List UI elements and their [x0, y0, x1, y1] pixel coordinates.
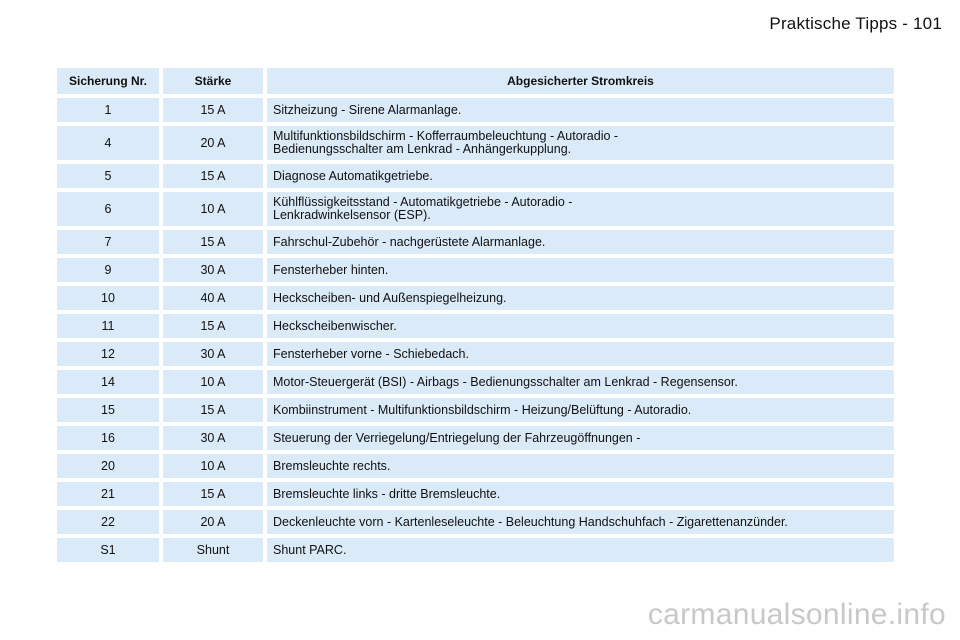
table-row: [57, 286, 894, 310]
fuse-number-cell: 10: [57, 286, 159, 310]
circuit-line: Bedienungsschalter am Lenkrad - Anhängerkupplung.: [273, 142, 572, 156]
table-row: [57, 398, 894, 422]
fuse-rating-cell: 10 A: [163, 192, 263, 226]
circuit-cell: [267, 370, 894, 394]
fuse-rating-cell: 10 A: [163, 370, 263, 394]
circuit-line: Heckscheibenwischer.: [273, 319, 397, 333]
fuse-rating-cell: 15 A: [163, 230, 263, 254]
circuit-line: Bremsleuchte rechts.: [273, 459, 391, 473]
fuse-number-cell: 14: [57, 370, 159, 394]
fuse-rating-cell: 15 A: [163, 398, 263, 422]
circuit-cell: [267, 230, 894, 254]
circuit-line: Shunt PARC.: [273, 543, 347, 557]
circuit-line: Sitzheizung - Sirene Alarmanlage.: [273, 103, 462, 117]
fuse-rating-cell: 40 A: [163, 286, 263, 310]
circuit-cell: [267, 510, 894, 534]
column-header-circuit: Abgesicherter Stromkreis: [267, 68, 894, 94]
circuit-line: Heckscheiben- und Außenspiegelheizung.: [273, 291, 507, 305]
fuse-rating-cell: 30 A: [163, 258, 263, 282]
table-row: [57, 230, 894, 254]
circuit-cell: [267, 258, 894, 282]
fuse-table: [53, 64, 898, 566]
fuse-rating-cell: 30 A: [163, 426, 263, 450]
watermark: carmanualsonline.info: [647, 598, 946, 631]
circuit-line: Fahrschul-Zubehör - nachgerüstete Alarmanlage.: [273, 235, 546, 249]
circuit-line: Steuerung der Verriegelung/Entriegelung der Fahrzeugöffnungen -: [273, 431, 641, 445]
table-body: [57, 98, 894, 562]
table-row: [57, 538, 894, 562]
fuse-number-cell: 20: [57, 454, 159, 478]
circuit-cell: [267, 426, 894, 450]
fuse-rating-cell: 15 A: [163, 314, 263, 338]
circuit-line: Multifunktionsbildschirm - Kofferraumbeleuchtung - Autoradio -: [273, 129, 619, 143]
circuit-cell: [267, 286, 894, 310]
fuse-number-cell: 5: [57, 164, 159, 188]
fuse-number-cell: 21: [57, 482, 159, 506]
circuit-cell: [267, 192, 894, 226]
fuse-number-cell: 4: [57, 126, 159, 160]
column-header-fuse-number: Sicherung Nr.: [57, 68, 159, 94]
table-header-row: [57, 68, 894, 94]
fuse-number-cell: 22: [57, 510, 159, 534]
table-row: [57, 98, 894, 122]
fuse-number-cell: 11: [57, 314, 159, 338]
circuit-line: Kühlflüssigkeitsstand - Automatikgetriebe - Autoradio -: [273, 195, 573, 209]
circuit-cell: [267, 314, 894, 338]
table-row: [57, 342, 894, 366]
circuit-line: Diagnose Automatikgetriebe.: [273, 169, 433, 183]
circuit-cell: [267, 126, 894, 160]
fuse-number-cell: 15: [57, 398, 159, 422]
fuse-number-cell: 7: [57, 230, 159, 254]
table-row: [57, 258, 894, 282]
circuit-cell: [267, 482, 894, 506]
circuit-line: Bremsleuchte links - dritte Bremsleuchte.: [273, 487, 501, 501]
fuse-rating-cell: 15 A: [163, 98, 263, 122]
circuit-line: Kombiinstrument - Multifunktionsbildschirm - Heizung/Belüftung - Autoradio.: [273, 403, 692, 417]
circuit-line: Motor-Steuergerät (BSI) - Airbags - Bedienungsschalter am Lenkrad - Regensensor.: [273, 375, 738, 389]
table-row: [57, 126, 894, 160]
fuse-rating-cell: 15 A: [163, 482, 263, 506]
fuse-rating-cell: 15 A: [163, 164, 263, 188]
fuse-rating-cell: 20 A: [163, 510, 263, 534]
table-row: [57, 482, 894, 506]
table-row: [57, 164, 894, 188]
fuse-rating-cell: 20 A: [163, 126, 263, 160]
column-header-rating: Stärke: [163, 68, 263, 94]
fuse-number-cell: 12: [57, 342, 159, 366]
fuse-number-cell: 16: [57, 426, 159, 450]
fuse-number-cell: S1: [57, 538, 159, 562]
table-row: [57, 454, 894, 478]
fuse-number-cell: 6: [57, 192, 159, 226]
table-row: [57, 314, 894, 338]
table-row: [57, 426, 894, 450]
circuit-line: Deckenleuchte vorn - Kartenleseleuchte - Beleuchtung Handschuhfach - Zigarettenanzünder.: [273, 515, 788, 529]
circuit-line: Fensterheber vorne - Schiebedach.: [273, 347, 469, 361]
circuit-cell: [267, 164, 894, 188]
fuse-number-cell: 1: [57, 98, 159, 122]
table-row: [57, 510, 894, 534]
fuse-rating-cell: 10 A: [163, 454, 263, 478]
table-row: [57, 192, 894, 226]
table-row: [57, 370, 894, 394]
circuit-cell: [267, 454, 894, 478]
circuit-cell: [267, 342, 894, 366]
page-title: Praktische Tipps - 101: [769, 14, 942, 33]
fuse-number-cell: 9: [57, 258, 159, 282]
circuit-cell: [267, 538, 894, 562]
circuit-cell: [267, 98, 894, 122]
fuse-rating-cell: Shunt: [163, 538, 263, 562]
circuit-line: Fensterheber hinten.: [273, 263, 389, 277]
fuse-rating-cell: 30 A: [163, 342, 263, 366]
circuit-cell: [267, 398, 894, 422]
circuit-line: Lenkradwinkelsensor (ESP).: [273, 208, 431, 222]
